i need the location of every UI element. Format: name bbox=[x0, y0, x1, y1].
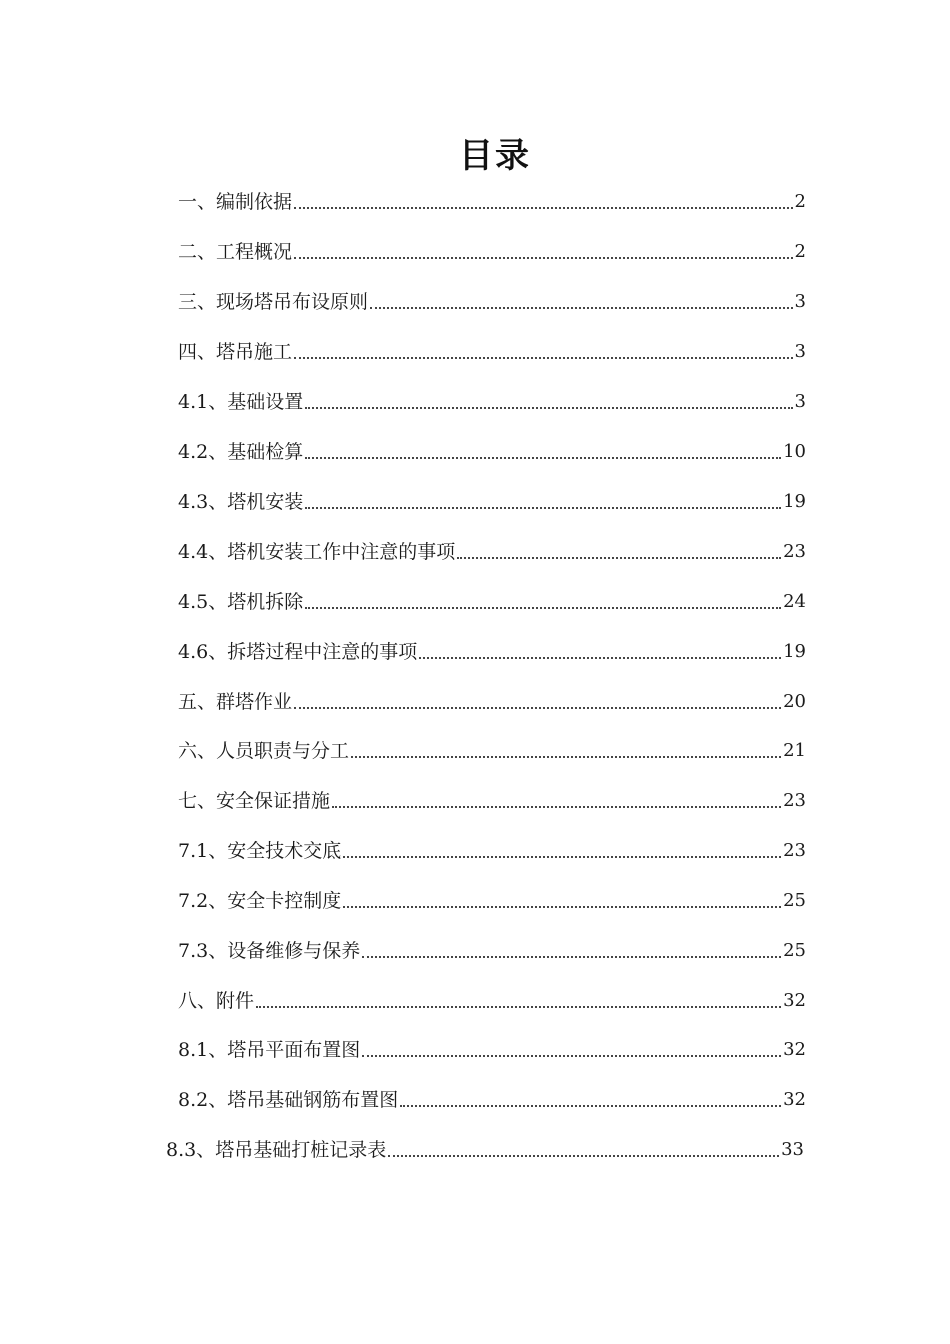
toc-entry-label: 8.3、塔吊基础打桩记录表 bbox=[166, 1139, 387, 1161]
dot-leader bbox=[294, 257, 793, 259]
toc-title: 目录 bbox=[459, 136, 531, 176]
toc-entry[interactable] bbox=[178, 684, 806, 714]
toc-entry-page: 33 bbox=[781, 1139, 804, 1160]
toc-entry-label: 8.2、塔吊基础钢筋布置图 bbox=[178, 1089, 399, 1111]
toc-entry[interactable] bbox=[178, 234, 806, 264]
toc-entry[interactable] bbox=[178, 1032, 806, 1062]
dot-leader bbox=[305, 507, 781, 509]
toc-entry-page: 21 bbox=[783, 740, 806, 761]
toc-entry[interactable] bbox=[178, 634, 806, 664]
toc-entry[interactable] bbox=[178, 983, 806, 1013]
dot-leader bbox=[362, 956, 781, 958]
toc-entry[interactable] bbox=[178, 184, 806, 214]
toc-entry-label: 4.5、塔机拆除 bbox=[178, 591, 304, 613]
toc-entry[interactable] bbox=[178, 534, 806, 564]
toc-entry[interactable] bbox=[178, 334, 806, 364]
toc-entry-page: 19 bbox=[783, 491, 806, 512]
toc-entry[interactable] bbox=[178, 933, 806, 963]
dot-leader bbox=[457, 557, 781, 559]
toc-entry-page: 2 bbox=[794, 241, 806, 262]
toc-entry[interactable] bbox=[178, 584, 806, 614]
dot-leader bbox=[305, 457, 781, 459]
dot-leader bbox=[388, 1155, 779, 1157]
toc-entry[interactable] bbox=[178, 1082, 806, 1112]
toc-entry-page: 24 bbox=[783, 591, 806, 612]
toc-entry-label: 七、安全保证措施 bbox=[178, 790, 331, 812]
dot-leader bbox=[362, 1055, 781, 1057]
dot-leader bbox=[294, 207, 793, 209]
toc-entry-label: 4.4、塔机安装工作中注意的事项 bbox=[178, 541, 456, 563]
dot-leader bbox=[343, 906, 781, 908]
toc-entry-page: 3 bbox=[794, 391, 806, 412]
toc-entry-label: 4.2、基础检算 bbox=[178, 441, 304, 463]
toc-entry-label: 八、附件 bbox=[178, 990, 255, 1012]
dot-leader bbox=[351, 756, 781, 758]
dot-leader bbox=[305, 607, 781, 609]
toc-entry-page: 10 bbox=[783, 441, 806, 462]
toc-entry-page: 25 bbox=[783, 940, 806, 961]
toc-entry-page: 25 bbox=[783, 890, 806, 911]
toc-entry-label: 7.1、安全技术交底 bbox=[178, 840, 342, 862]
toc-entry-label: 4.3、塔机安装 bbox=[178, 491, 304, 513]
toc-entry-label: 4.1、基础设置 bbox=[178, 391, 304, 413]
toc-entry-label: 一、编制依据 bbox=[178, 191, 293, 213]
toc-entry-page: 32 bbox=[783, 990, 806, 1011]
dot-leader bbox=[370, 307, 793, 309]
toc-entry-label: 8.1、塔吊平面布置图 bbox=[178, 1039, 361, 1061]
toc-entry-page: 2 bbox=[794, 191, 806, 212]
toc-entry-label: 7.3、设备维修与保养 bbox=[178, 940, 361, 962]
toc-entry-label: 4.6、拆塔过程中注意的事项 bbox=[178, 641, 418, 663]
toc-entry-page: 32 bbox=[783, 1089, 806, 1110]
toc-entry-label: 三、现场塔吊布设原则 bbox=[178, 291, 369, 313]
toc-entry-label: 四、塔吊施工 bbox=[178, 341, 293, 363]
dot-leader bbox=[256, 1006, 781, 1008]
toc-entry[interactable] bbox=[178, 883, 806, 913]
dot-leader bbox=[294, 357, 793, 359]
dot-leader bbox=[332, 806, 781, 808]
toc-entry-page: 20 bbox=[783, 691, 806, 712]
dot-leader bbox=[400, 1105, 781, 1107]
toc-entry-page: 23 bbox=[783, 790, 806, 811]
dot-leader bbox=[343, 856, 781, 858]
dot-leader bbox=[305, 407, 792, 409]
toc-entry-page: 23 bbox=[783, 840, 806, 861]
toc-entry-page: 3 bbox=[794, 341, 806, 362]
toc-entry-label: 五、群塔作业 bbox=[178, 691, 293, 713]
toc-entry-label: 7.2、安全卡控制度 bbox=[178, 890, 342, 912]
toc-entry[interactable] bbox=[178, 833, 806, 863]
toc-entry[interactable] bbox=[178, 783, 806, 813]
toc-entry-page: 23 bbox=[783, 541, 806, 562]
toc-entry-label: 二、工程概况 bbox=[178, 241, 293, 263]
toc-entry-page: 32 bbox=[783, 1039, 806, 1060]
toc-entry[interactable] bbox=[178, 733, 806, 763]
toc-entry[interactable] bbox=[166, 1132, 804, 1162]
toc-entry-page: 19 bbox=[783, 641, 806, 662]
toc-entry-label: 六、人员职责与分工 bbox=[178, 740, 350, 762]
dot-leader bbox=[294, 707, 781, 709]
toc-entry[interactable] bbox=[178, 484, 806, 514]
toc-entry-page: 3 bbox=[794, 291, 806, 312]
toc-entry[interactable] bbox=[178, 434, 806, 464]
toc-entry[interactable] bbox=[178, 284, 806, 314]
toc-entry[interactable] bbox=[178, 384, 806, 414]
dot-leader bbox=[419, 657, 781, 659]
